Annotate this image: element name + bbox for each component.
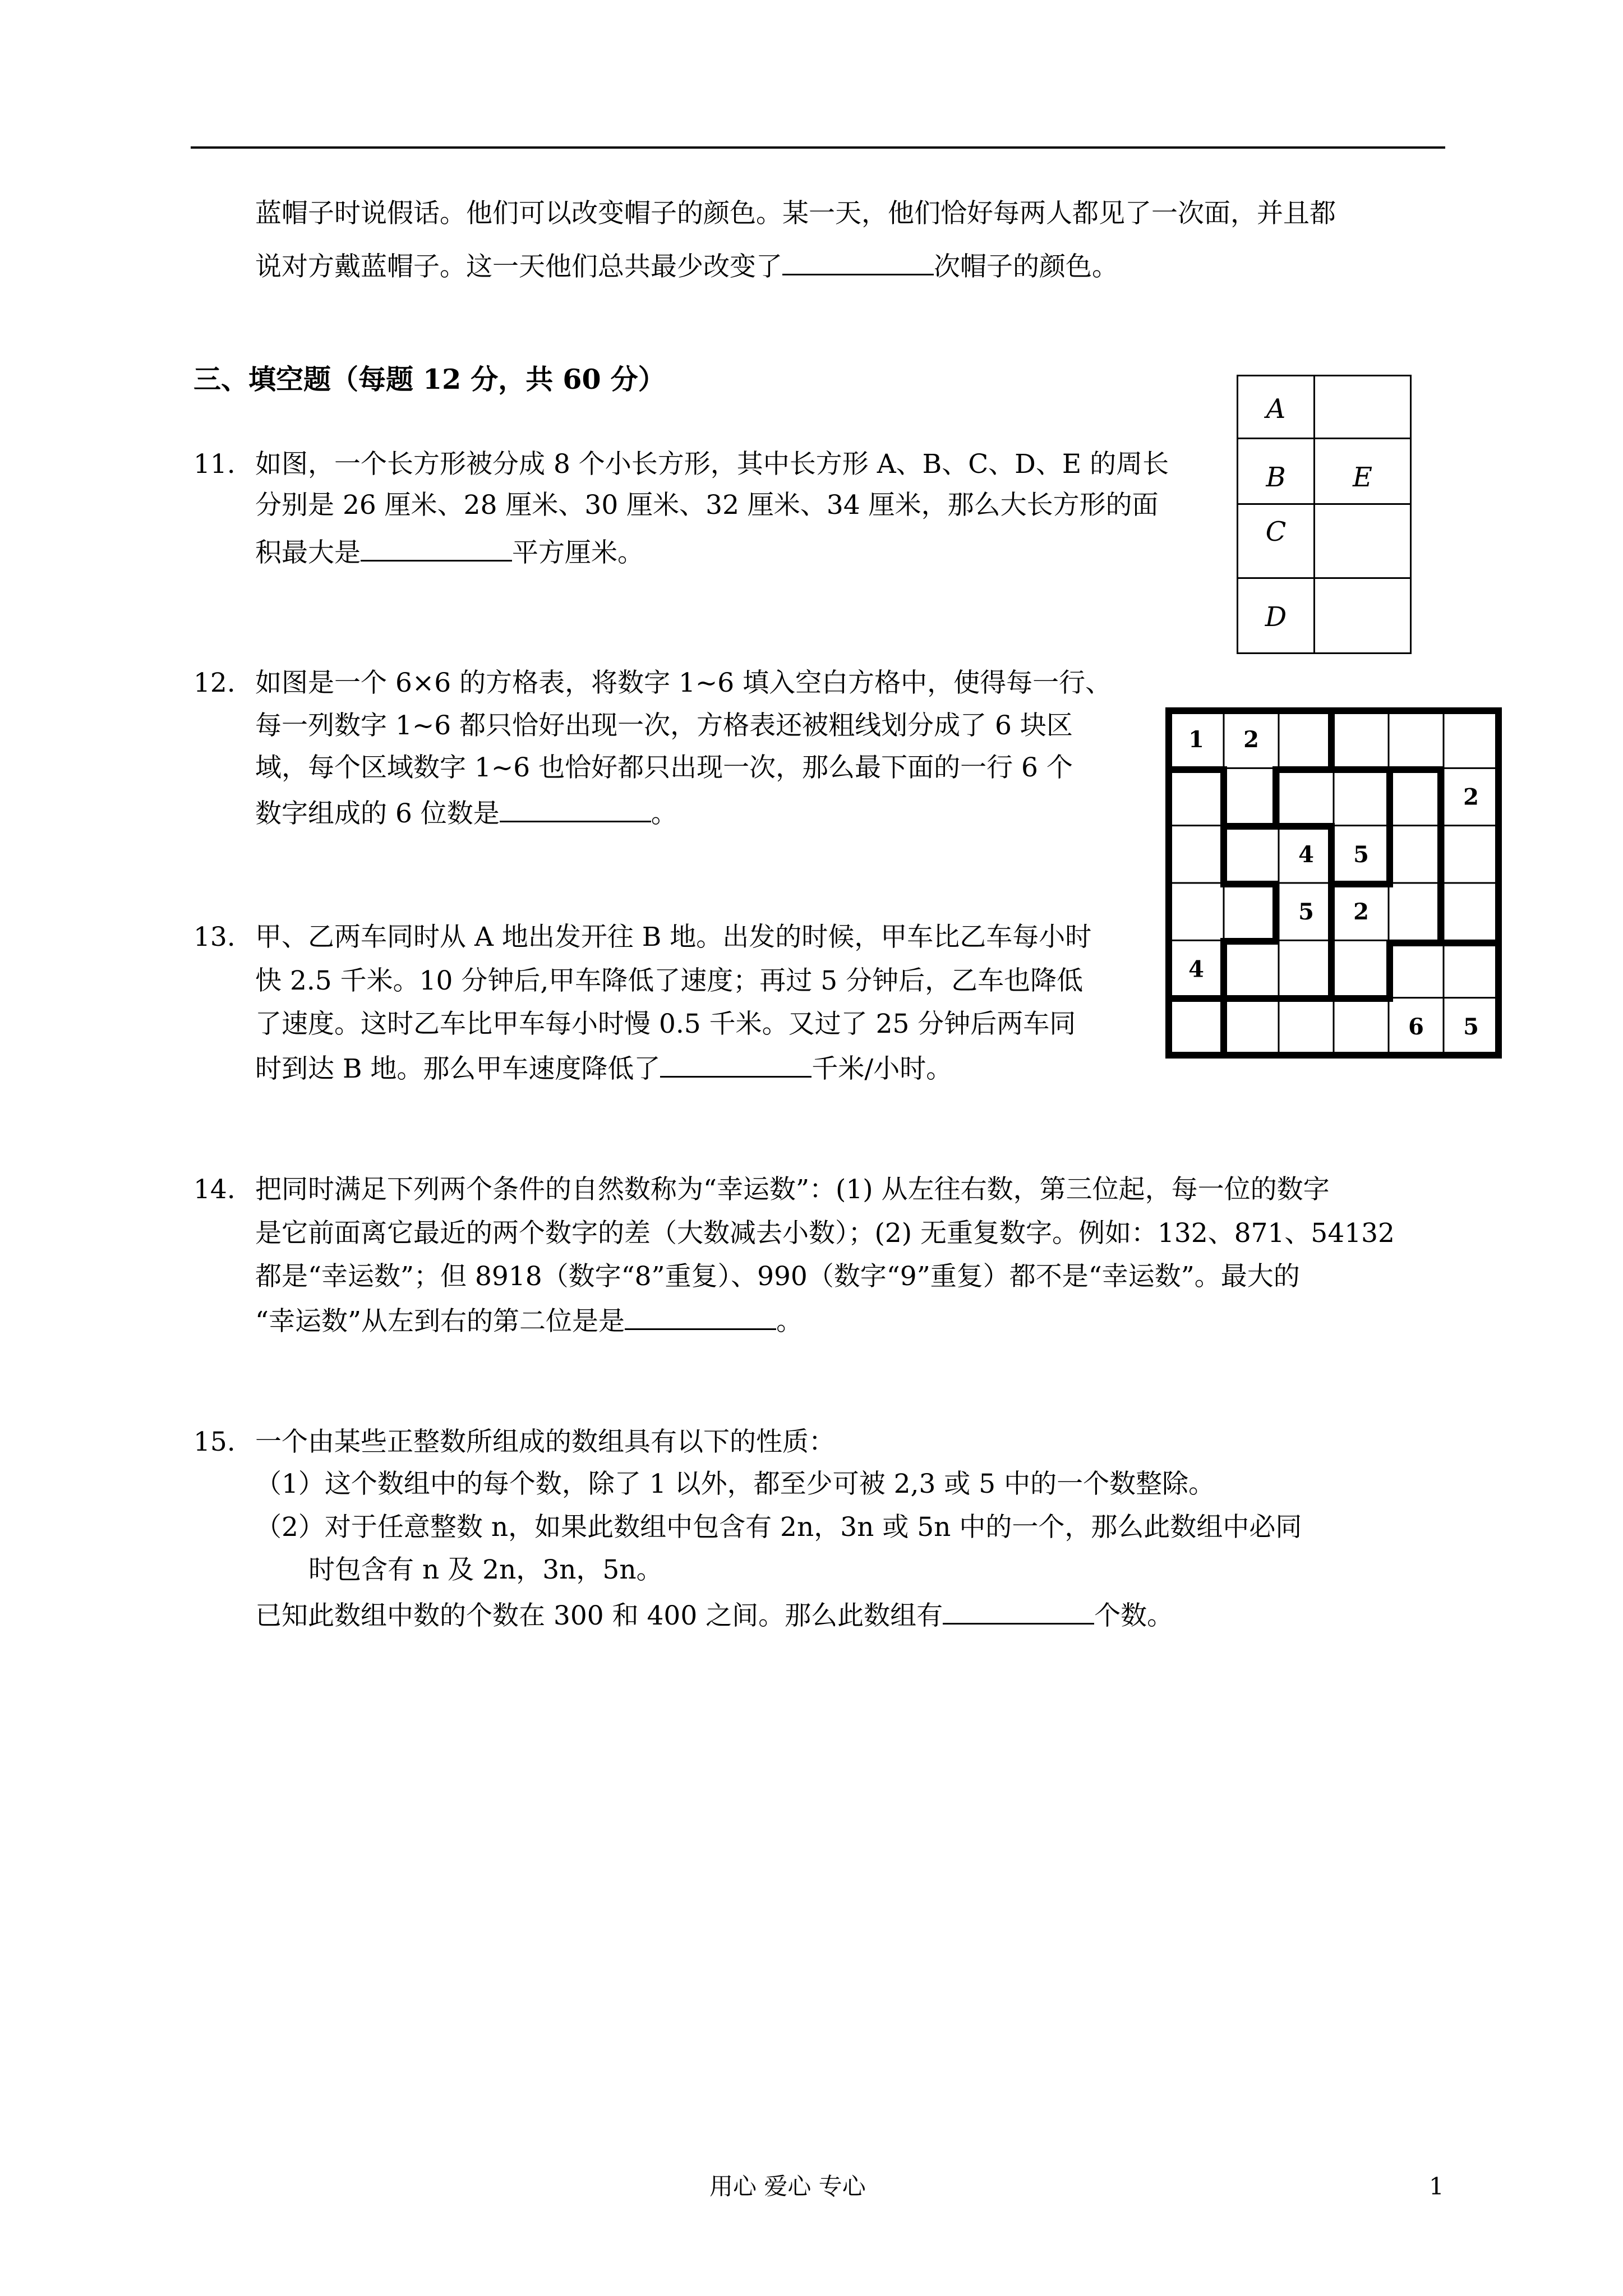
q12-line-4: 数字组成的 6 位数是 。 [255, 794, 677, 831]
q14-line-3: 都是“幸运数”；但 8918（数字“8”重复）、990（数字“9”重复）都不是“幸运数”。最大的 [255, 1261, 1300, 1292]
q11-rectangle-figure [1237, 375, 1412, 654]
rect-b-label: B [1266, 462, 1286, 493]
answer-blank-11[interactable] [361, 533, 512, 562]
continuation-line-1: 蓝帽子时说假话。他们可以改变帽子的颜色。某一天，他们恰好每两人都见了一次面，并且都 [255, 198, 1336, 229]
q12-line-2: 每一列数字 1~6 都只恰好出现一次，方格表还被粗线划分成了 6 块区 [255, 710, 1073, 741]
q13-line-2: 快 2.5 千米。10 分钟后,甲车降低了速度；再过 5 分钟后，乙车也降低 [255, 965, 1083, 996]
q15-line-5: 已知此数组中数的个数在 300 和 400 之间。那么此数组有 个数。 [255, 1596, 1173, 1634]
grid-cell-number: 1 [1188, 726, 1204, 753]
question-15-number: 15. [193, 1427, 236, 1457]
q11-line-3: 积最大是 平方厘米。 [255, 533, 644, 570]
rect-top-right [1313, 375, 1412, 439]
q14-line-1: 把同时满足下列两个条件的自然数称为“幸运数”：(1) 从左往右数，第三位起，每一位的数字 [255, 1174, 1330, 1205]
grid-cell-number: 4 [1298, 841, 1314, 868]
q13-line-1: 甲、乙两车同时从 A 地出发开往 B 地。出发的时候，甲车比乙车每小时 [255, 922, 1092, 953]
q13-line-4: 时到达 B 地。那么甲车速度降低了 千米/小时。 [255, 1049, 952, 1087]
question-14-number: 14. [193, 1174, 236, 1205]
grid-cell-number: 5 [1353, 841, 1369, 868]
q15-line-4: 时包含有 n 及 2n，3n，5n。 [308, 1554, 663, 1585]
question-12-number: 12. [193, 668, 236, 698]
answer-blank-15[interactable] [943, 1596, 1094, 1625]
rect-b [1237, 438, 1315, 505]
rect-a-label: A [1266, 393, 1286, 425]
q15-line-1: 一个由某些正整数所组成的数组具有以下的性质： [255, 1427, 835, 1457]
grid-cell-number: 2 [1243, 726, 1259, 753]
q15-line-2: （1）这个数组中的每个数，除了 1 以外，都至少可被 2,3 或 5 中的一个数整除。 [255, 1469, 1215, 1499]
grid-cell-number: 5 [1463, 1013, 1479, 1040]
page-number: 1 [1429, 2173, 1444, 2200]
rect-bottom-right [1313, 577, 1412, 654]
header-rule [191, 146, 1445, 149]
answer-blank-14[interactable] [625, 1301, 776, 1330]
rect-c [1237, 503, 1315, 579]
rect-mid-right [1313, 503, 1412, 579]
answer-blank-10[interactable] [782, 247, 934, 275]
continuation-line-2: 说对方戴蓝帽子。这一天他们总共最少改变了 次帽子的颜色。 [255, 247, 1118, 284]
answer-blank-13[interactable] [660, 1049, 811, 1078]
region-boundary-4 [1169, 826, 1276, 999]
grid-cell-number: 5 [1298, 899, 1314, 926]
rect-d-label: D [1265, 601, 1287, 633]
q11-line-2: 分别是 26 厘米、28 厘米、30 厘米、32 厘米、34 厘米，那么大长方形的面 [255, 490, 1159, 521]
grid-cell-number: 2 [1353, 899, 1369, 926]
section-heading: 三、填空题（每题 12 分，共 60 分） [193, 363, 666, 395]
q14-line-2: 是它前面离它最近的两个数字的差（大数减去小数）；(2) 无重复数字。例如：132、871、54132 [255, 1218, 1395, 1249]
grid-cell-number: 2 [1463, 784, 1479, 811]
q12-line-1: 如图是一个 6×6 的方格表，将数字 1~6 填入空白方格中，使得每一行、 [255, 668, 1112, 698]
q14-line-4: “幸运数”从左到右的第二位是是 。 [255, 1301, 803, 1339]
footer-motto: 用心 爱心 专心 [709, 2173, 866, 2200]
question-13-number: 13. [193, 922, 236, 953]
question-11-number: 11. [193, 449, 236, 480]
rect-c-label: C [1265, 516, 1287, 547]
grid-cell-number: 4 [1188, 956, 1204, 983]
grid-cell-number: 6 [1408, 1013, 1424, 1040]
rect-e [1313, 438, 1412, 505]
rect-e-label: E [1352, 462, 1373, 493]
q13-line-3: 了速度。这时乙车比甲车每小时慢 0.5 千米。又过了 25 分钟后两车同 [255, 1009, 1076, 1039]
rect-a [1237, 375, 1315, 439]
q11-line-1: 如图，一个长方形被分成 8 个小长方形，其中长方形 A、B、C、D、E 的周长 [255, 449, 1169, 480]
q12-line-3: 域，每个区域数字 1~6 也恰好都只出现一次，那么最下面的一行 6 个 [255, 752, 1073, 783]
region-boundary-5 [1331, 884, 1441, 999]
rect-d [1237, 577, 1315, 654]
q15-line-3: （2）对于任意整数 n，如果此数组中包含有 2n，3n 或 5n 中的一个，那么此数组中必同 [255, 1512, 1302, 1543]
answer-blank-12[interactable] [500, 794, 651, 822]
sudoku-grid [1165, 707, 1502, 1059]
